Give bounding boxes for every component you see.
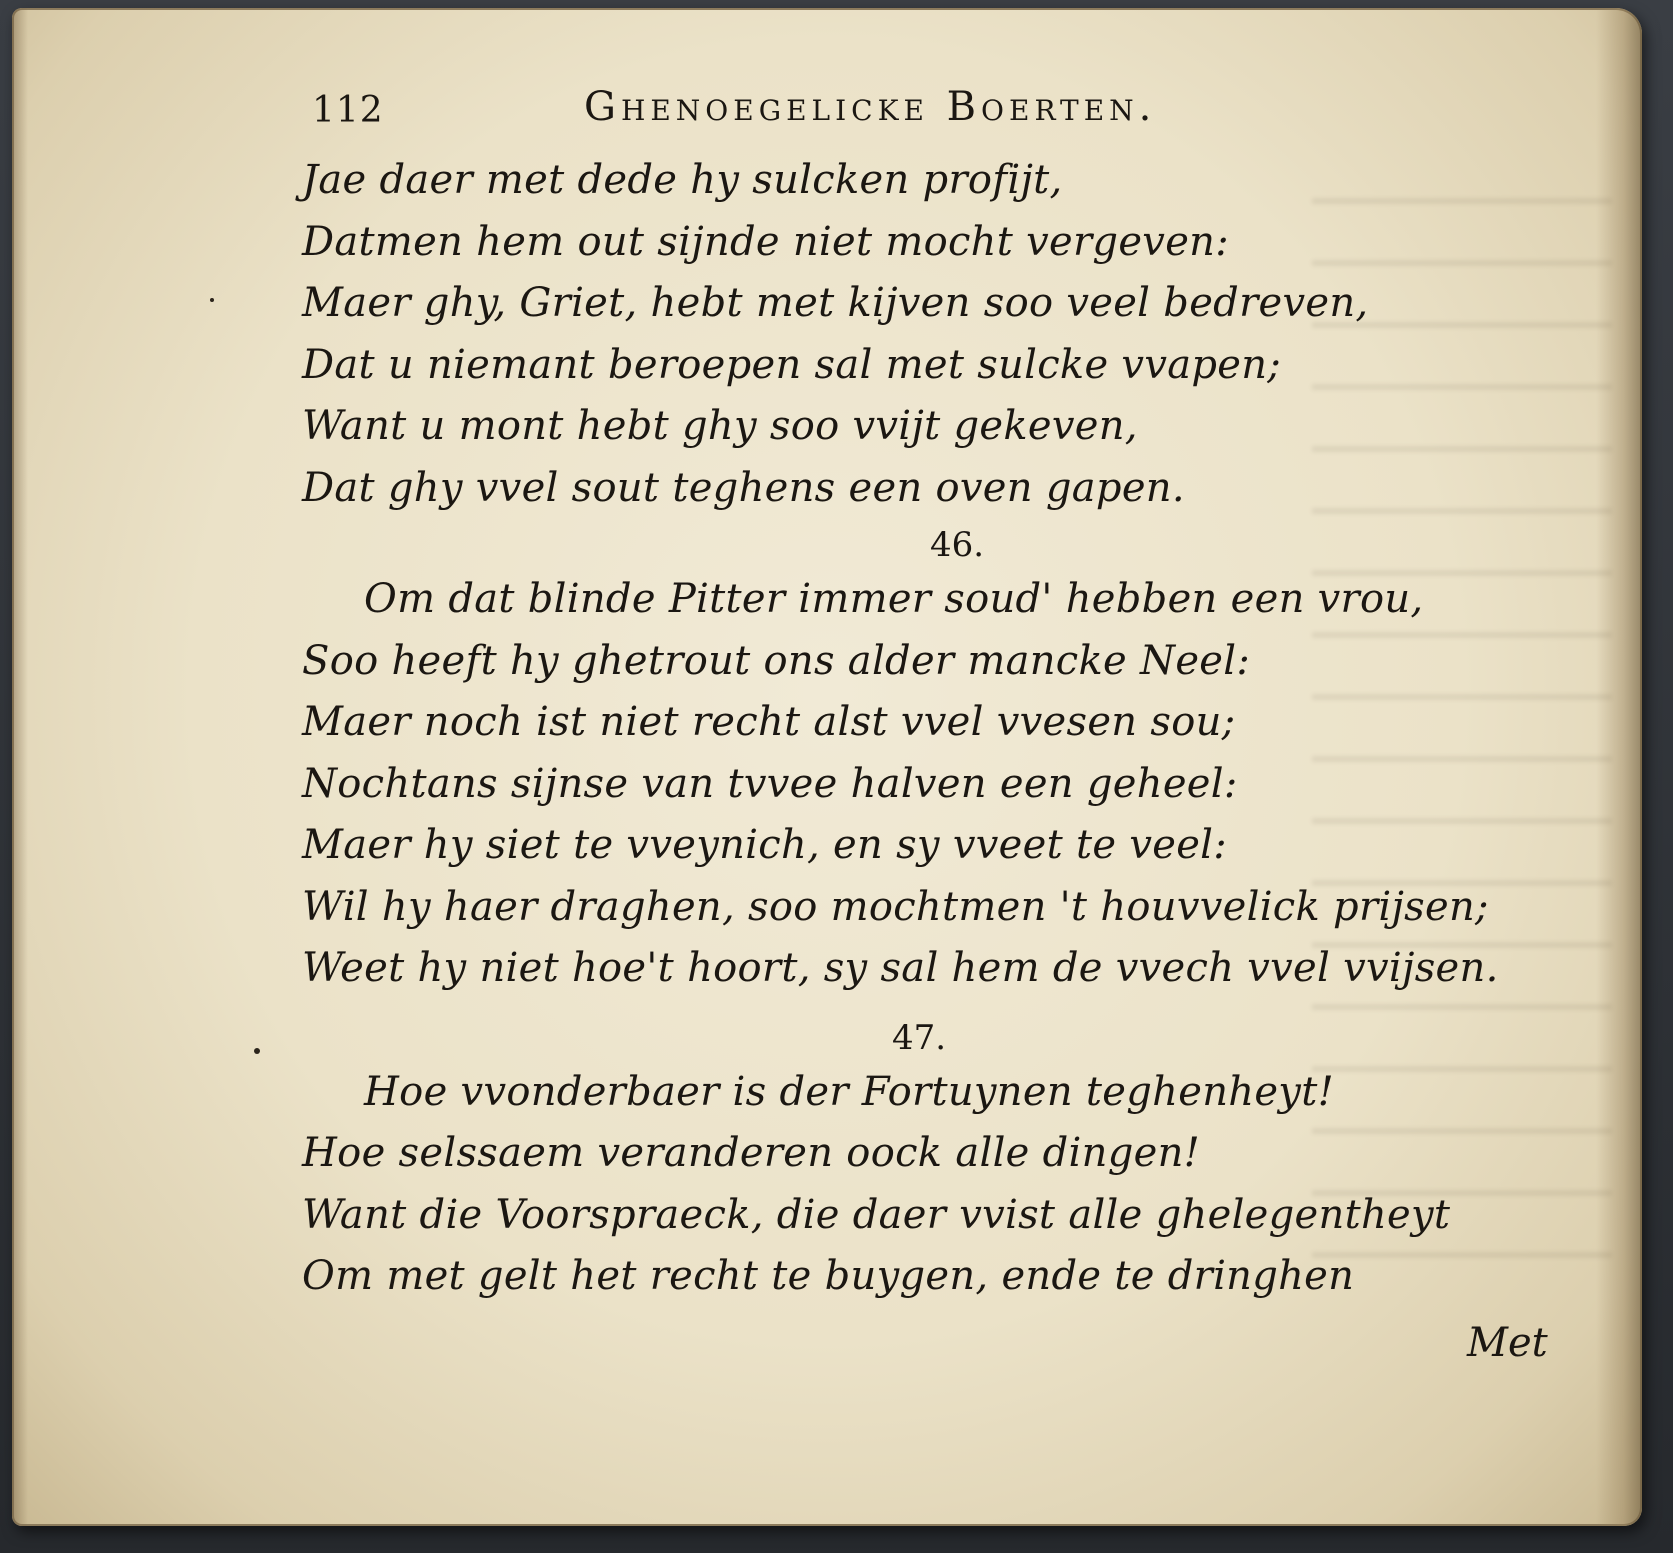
verse-line: Want die Voorspraeck, die daer vvist alle ghelegentheyt: [302, 1191, 1451, 1238]
stanza-number: 46.: [930, 525, 985, 565]
page-header-title: Ghenoegelicke Boerten.: [584, 84, 1157, 130]
verse-line: Maer noch ist niet recht alst vvel vvesen sou;: [302, 699, 1236, 745]
running-head: [302, 80, 1462, 150]
verse-line: Nochtans sijnse van tvvee halven een geheel:: [302, 760, 1238, 807]
verse-line: Hoe selssaem veranderen oock alle dingen!: [302, 1130, 1201, 1176]
book-page: [12, 8, 1642, 1526]
ink-speck: [254, 1048, 260, 1054]
verse-line: Maer hy siet te vveynich, en sy vveet te veel:: [302, 822, 1228, 868]
verse-line: Want u mont hebt ghy soo vvijt gekeven,: [302, 403, 1138, 449]
verse-line: Dat u niemant beroepen sal met sulcke vvapen;: [302, 341, 1282, 388]
verse-line: Om met gelt het recht te buygen, ende te dringhen: [302, 1253, 1355, 1299]
stanza-47: [302, 1062, 1462, 1308]
stanza-46: [302, 569, 1499, 1000]
ink-speck: [210, 298, 214, 302]
catchword: Met: [1467, 1320, 1548, 1366]
verse-line: Weet hy niet hoe't hoort, sy sal hem de vvech vvel vvijsen.: [302, 945, 1499, 991]
page-number: 112: [312, 90, 384, 131]
verse-line: Hoe vvonderbaer is der Fortuynen teghenheyt!: [364, 1068, 1334, 1115]
text-block: [302, 80, 1499, 1308]
stanza-45-continuation: [302, 150, 1462, 519]
verse-line: Maer ghy, Griet, hebt met kijven soo veel bedreven,: [302, 280, 1369, 326]
verse-line: Soo heeft hy ghetrout ons alder mancke Neel:: [302, 637, 1251, 684]
verse-line: Om dat blinde Pitter immer soud' hebben een vrou,: [364, 576, 1424, 622]
verse-line: Dat ghy vvel sout teghens een oven gapen.: [302, 464, 1185, 511]
verse-line: Datmen hem out sijnde niet mocht vergeven:: [302, 218, 1230, 265]
stanza-number: 47.: [892, 1017, 947, 1058]
verse-line: Jae daer met dede hy sulcken profijt,: [302, 157, 1063, 203]
verse-line: Wil hy haer draghen, soo mochtmen 't houvvelick prijsen;: [302, 883, 1489, 930]
